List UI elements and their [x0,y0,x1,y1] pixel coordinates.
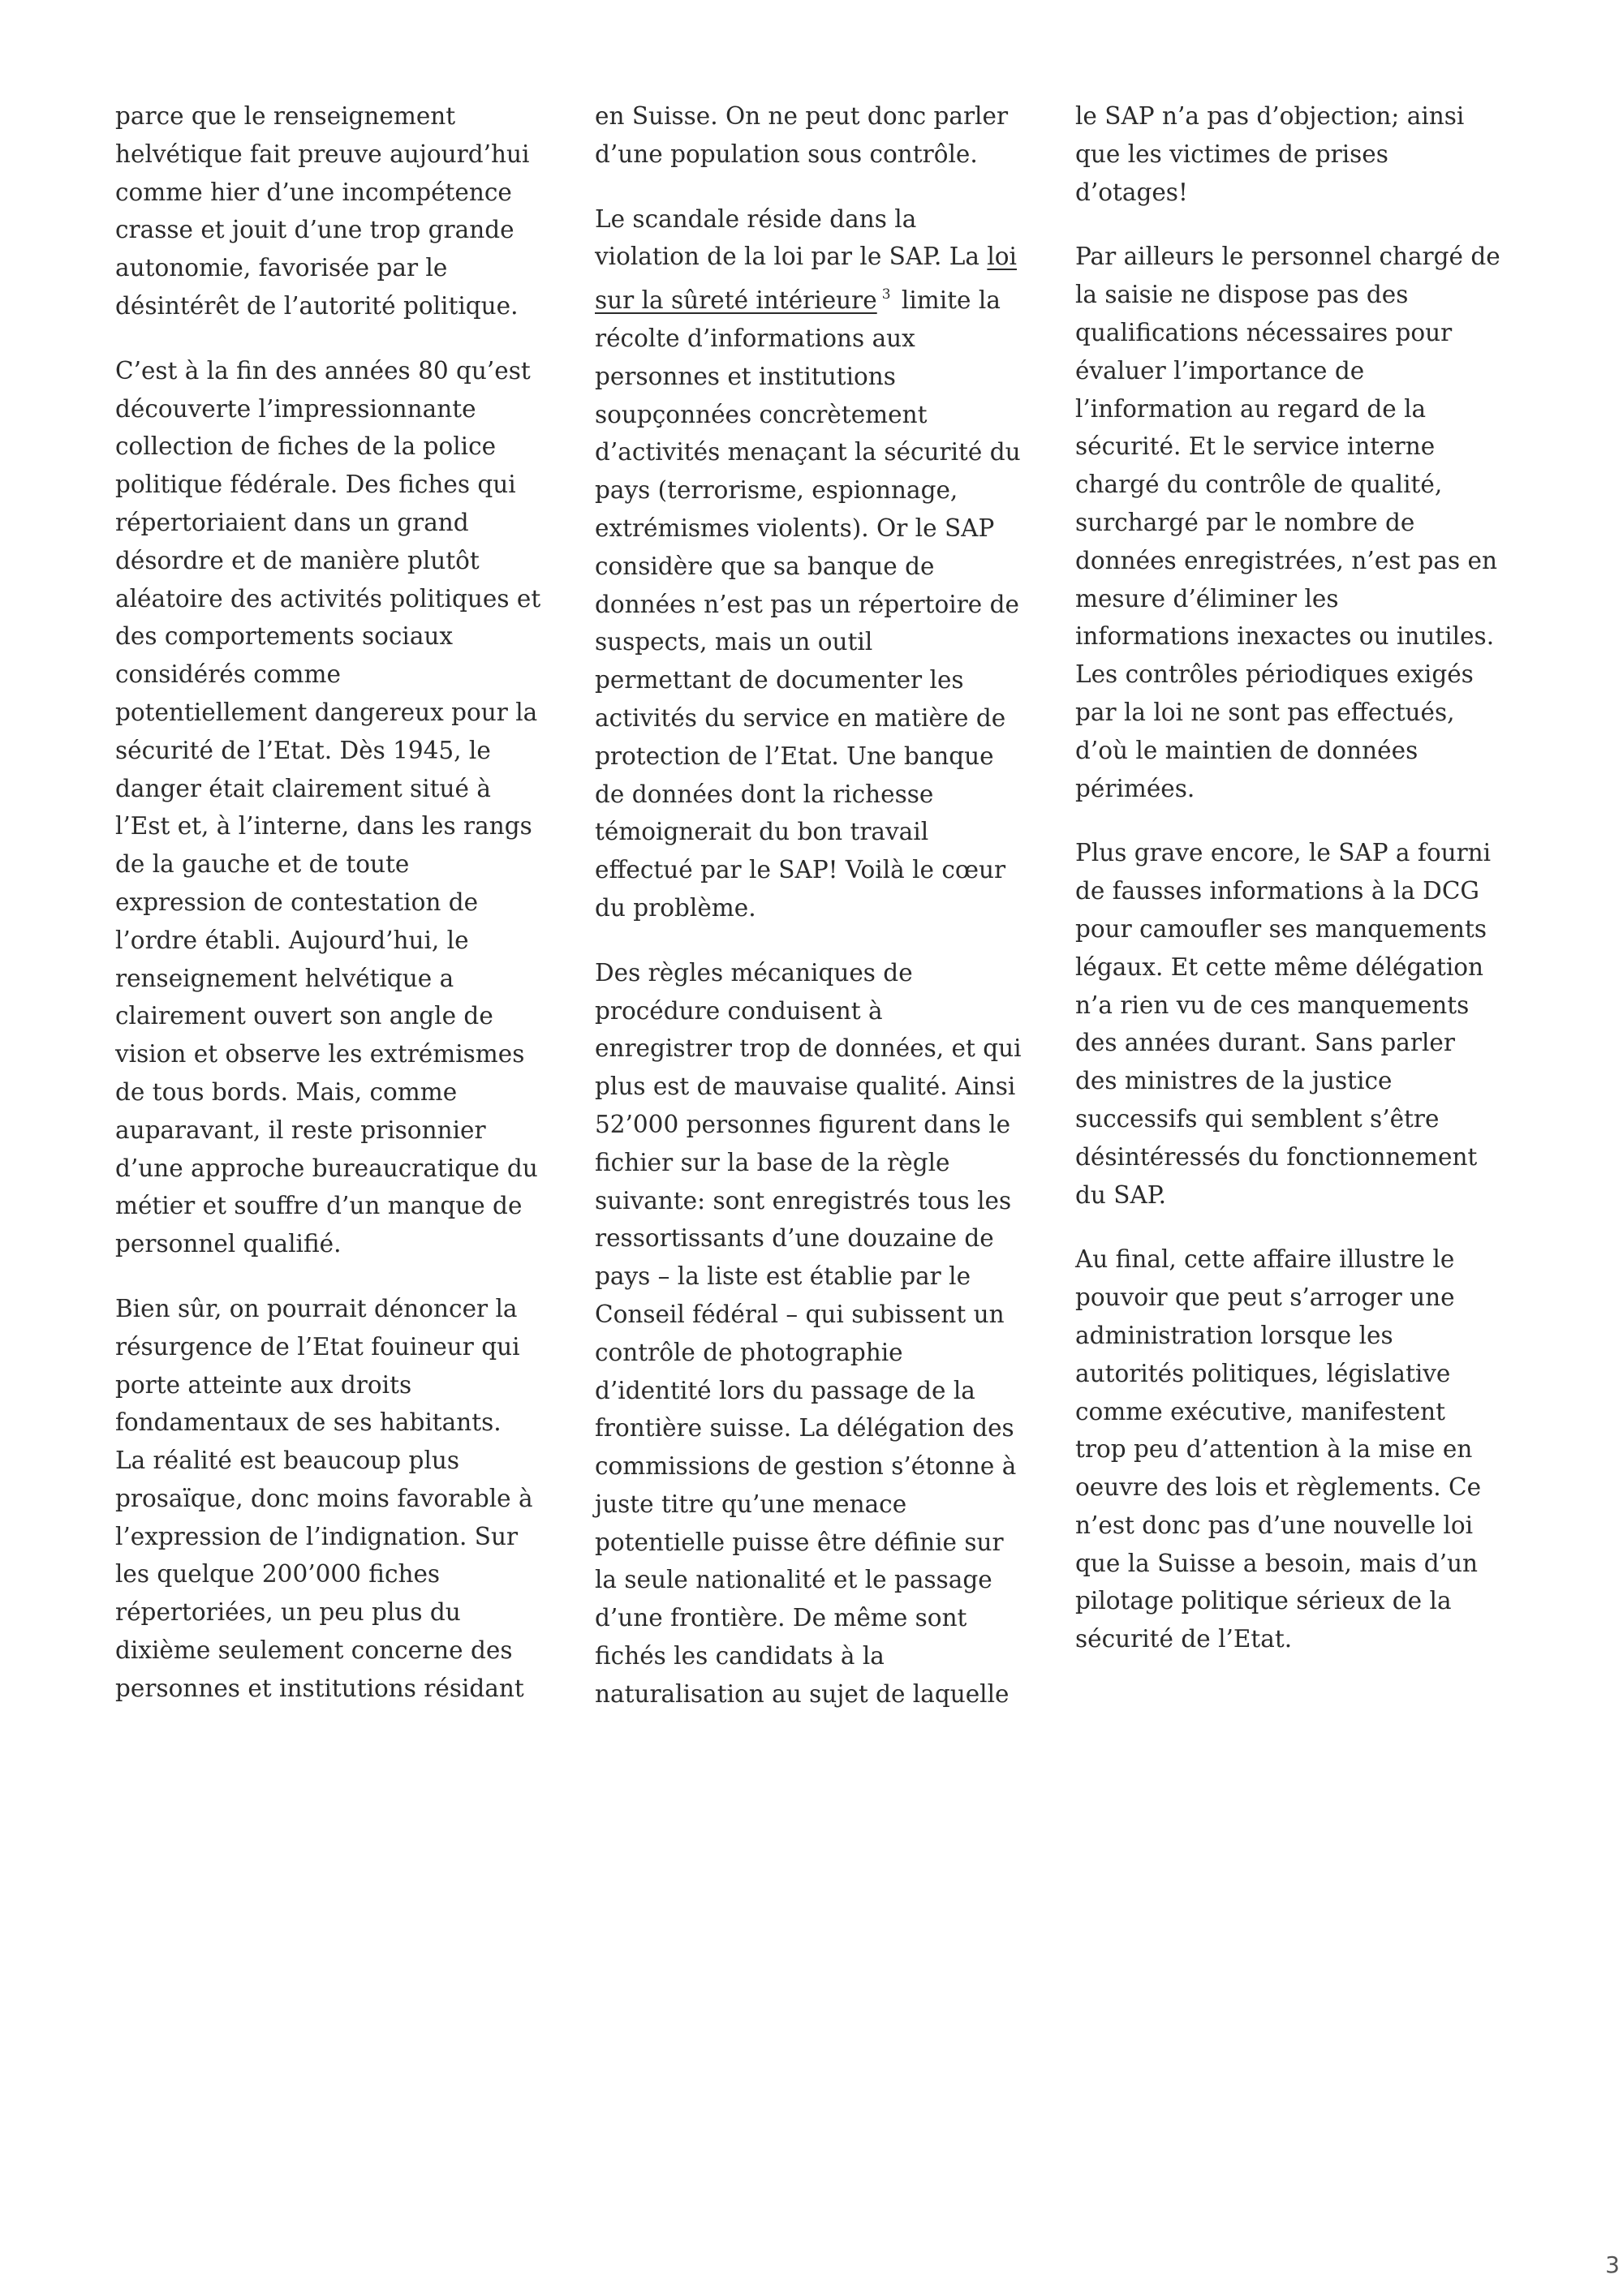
text-line: répertoriées, un peu plus du [115,1598,461,1627]
text-line: de la gauche et de toute [115,850,410,879]
text-line: l’Est et, à l’interne, dans les rangs [115,812,532,841]
text-line: l’information au regard de la [1075,394,1427,423]
text-line: La réalité est beaucoup plus [115,1447,460,1475]
paragraph-rest [595,320,1033,927]
text-line: Au final, cette affaire illustre le [1075,1245,1455,1274]
text-line: personnes et institutions [595,362,896,390]
text-line: suspects, mais un outil [595,628,873,656]
text-line: autonomie, favorisée par le [115,254,448,282]
text-line: d’une approche bureaucratique du [115,1154,538,1182]
text-line: désintéressés du fonctionnement [1075,1142,1478,1171]
text-line: d’otages! [1075,178,1188,206]
text-line: fichés les candidats à la [595,1642,885,1670]
text-line: mesure d’éliminer les [1075,584,1339,613]
text-line: collection de fiches de la police [115,432,497,461]
text-line: autorités politiques, législative [1075,1359,1451,1387]
text-line: considère que sa banque de [595,552,935,580]
text-line: aléatoire des activités politiques et [115,584,541,613]
text-line: des ministres de la justice [1075,1067,1393,1095]
text-line: considérés comme [115,660,341,689]
text-line: qualifications nécessaires pour [1075,318,1453,346]
text-line: plus est de mauvaise qualité. Ainsi [595,1073,1016,1101]
text-line: la saisie ne dispose pas des [1075,281,1409,309]
text-line: la seule nationalité et le passage [595,1566,992,1594]
text-line: dixième seulement concerne des [115,1636,513,1665]
text-line: helvétique fait preuve aujourd’hui [115,140,530,168]
text-line: procédure conduisent à [595,996,883,1025]
text-line: du SAP. [1075,1180,1167,1209]
text-line: danger était clairement situé à [115,774,491,802]
text-line: oeuvre des lois et règlements. Ce [1075,1473,1482,1502]
law-link-continued[interactable]: sur la sûreté intérieure [595,286,877,315]
text-line: renseignement helvétique a [115,964,454,992]
paragraph [1075,1240,1513,1658]
text-line: sécurité de l’Etat. [1075,1625,1293,1653]
text-line: n’est donc pas d’une nouvelle loi [1075,1511,1474,1539]
text-line: l’ordre établi. Aujourd’hui, le [115,926,469,954]
text-line: d’où le maintien de données [1075,736,1419,764]
text-line: pour camoufler ses manquements [1075,914,1487,943]
text-line: potentiellement dangereux pour la [115,698,538,726]
text-line: désintérêt de l’autorité politique. [115,291,519,320]
text-line: pouvoir que peut s’arroger une [1075,1283,1455,1312]
text-line: d’une population sous contrôle. [595,140,978,168]
text-line: comme exécutive, manifestent [1075,1397,1445,1425]
text-line: données enregistrées, n’est pas en [1075,546,1497,574]
text-line: ressortissants d’une douzaine de [595,1224,994,1253]
text-line: informations inexactes ou inutiles. [1075,622,1495,651]
text-line: d’une frontière. De même sont [595,1604,967,1632]
text-line: en Suisse. On ne peut donc parler [595,102,1009,130]
text-line: Bien sûr, on pourrait dénoncer la [115,1294,518,1322]
text-line: frontière suisse. La délégation des [595,1414,1014,1443]
text-line: que les victimes de prises [1075,140,1388,168]
text-line: extrémismes violents). Or le SAP [595,514,995,542]
text-line: prosaïque, donc moins favorable à [115,1484,533,1512]
text-line: soupçonnées concrètement [595,400,928,428]
text-line: témoignerait du bon travail [595,818,929,846]
text-line: protection de l’Etat. Une banque [595,742,994,770]
text-line: comme hier d’une incompétence [115,178,512,206]
paragraph [595,200,1033,927]
text-line: d’activités menaçant la sécurité du [595,438,1021,467]
text-line: Les contrôles périodiques exigés [1075,660,1474,689]
law-link[interactable]: loi [987,243,1017,271]
text-segment: violation de la loi par le SAP. La [595,243,988,271]
text-line: potentielle puisse être définie sur [595,1528,1004,1556]
text-line: l’expression de l’indignation. Sur [115,1522,519,1550]
text-line: pays (terrorisme, espionnage, [595,476,958,505]
text-line: permettant de documenter les [595,666,964,694]
text-line: expression de contestation de [115,888,479,916]
text-line: clairement ouvert son angle de [115,1002,493,1030]
text-line: personnel qualifié. [115,1230,342,1258]
text-line: administration lorsque les [1075,1321,1393,1349]
text-column-1 [115,97,553,1735]
paragraph [595,954,1033,1713]
text-line: effectué par le SAP! Voilà le cœur [595,856,1006,884]
text-line: répertoriaient dans un grand [115,508,469,536]
text-line: parce que le renseignement [115,102,456,130]
text-line: découverte l’impressionnante [115,394,476,423]
text-line: d’identité lors du passage de la [595,1376,975,1404]
text-line: C’est à la fin des années 80 qu’est [115,356,531,385]
text-line: sécurité. Et le service interne [1075,432,1436,461]
text-line: résurgence de l’Etat fouineur qui [115,1332,520,1361]
text-line: enregistrer trop de données, et qui [595,1034,1022,1063]
footnote-marker[interactable]: 3 [881,286,891,303]
text-line: naturalisation au sujet de laquelle [595,1679,1010,1708]
text-line: politique fédérale. Des fiches qui [115,471,516,499]
paragraph [1075,238,1513,807]
text-line: contrôle de photographie [595,1338,903,1366]
text-line: surchargé par le nombre de [1075,508,1415,536]
text-line: crasse et jouit d’une trop grande [115,216,514,244]
text-line: Des règles mécaniques de [595,958,913,987]
text-line: par la loi ne sont pas effectués, [1075,698,1455,726]
paragraph [1075,834,1513,1214]
text-line: auparavant, il reste prisonnier [115,1116,486,1144]
text-line: des années durant. Sans parler [1075,1029,1455,1057]
text-line: pilotage politique sérieux de la [1075,1587,1452,1615]
text-line: évaluer l’importance de [1075,356,1365,385]
text-line: fichier sur la base de la règle [595,1148,950,1176]
text-line: de tous bords. Mais, comme [115,1077,458,1106]
paragraph [595,97,1033,174]
text-line: périmées. [1075,774,1195,802]
text-line: métier et souffre d’un manque de [115,1192,523,1220]
text-line: sécurité de l’Etat. Dès 1945, le [115,736,491,764]
text-line: les quelque 200’000 fiches [115,1560,441,1589]
text-line: Plus grave encore, le SAP a fourni [1075,839,1492,867]
text-line: chargé du contrôle de qualité, [1075,471,1443,499]
text-line: désordre et de manière plutôt [115,546,480,574]
page-number: 3 [1605,2251,1620,2278]
paragraph [115,1290,553,1708]
text-line [595,238,1033,276]
text-line: vision et observe les extrémismes [115,1040,525,1068]
text-line: successifs qui semblent s’être [1075,1104,1440,1133]
text-column-2 [595,97,1033,1740]
text-line: 52’000 personnes figurent dans le [595,1110,1011,1138]
text-line: Par ailleurs le personnel chargé de [1075,243,1500,271]
text-line: pays – la liste est établie par le [595,1262,971,1291]
text-line: que la Suisse a besoin, mais d’un [1075,1549,1479,1577]
text-line [595,276,1033,320]
text-line: activités du service en matière de [595,703,1006,732]
text-column-3 [1075,97,1513,1685]
text-segment: limite la [893,286,1001,315]
text-line: n’a rien vu de ces manquements [1075,991,1470,1019]
text-line: Le scandale réside dans la [595,204,917,233]
paragraph [115,97,553,325]
paragraph [115,352,553,1263]
paragraph [1075,97,1513,211]
text-line: récolte d’informations aux [595,324,915,352]
text-line: de fausses informations à la DCG [1075,877,1479,905]
text-line: fondamentaux de ses habitants. [115,1408,502,1437]
text-line: le SAP n’a pas d’objection; ainsi [1075,102,1465,130]
text-line: personnes et institutions résidant [115,1674,524,1702]
text-line: suivante: sont enregistrés tous les [595,1186,1012,1215]
text-line: juste titre qu’une menace [595,1490,907,1518]
text-line: du problème. [595,893,756,922]
text-line: porte atteinte aux droits [115,1370,412,1399]
text-line: légaux. Et cette même délégation [1075,952,1484,981]
text-line: commissions de gestion s’étonne à [595,1452,1017,1481]
text-line: de données dont la richesse [595,780,934,808]
text-line: Conseil fédéral – qui subissent un [595,1300,1005,1328]
text-line: des comportements sociaux [115,622,454,651]
text-line: trop peu d’attention à la mise en [1075,1435,1473,1464]
text-line: données n’est pas un répertoire de [595,590,1019,618]
